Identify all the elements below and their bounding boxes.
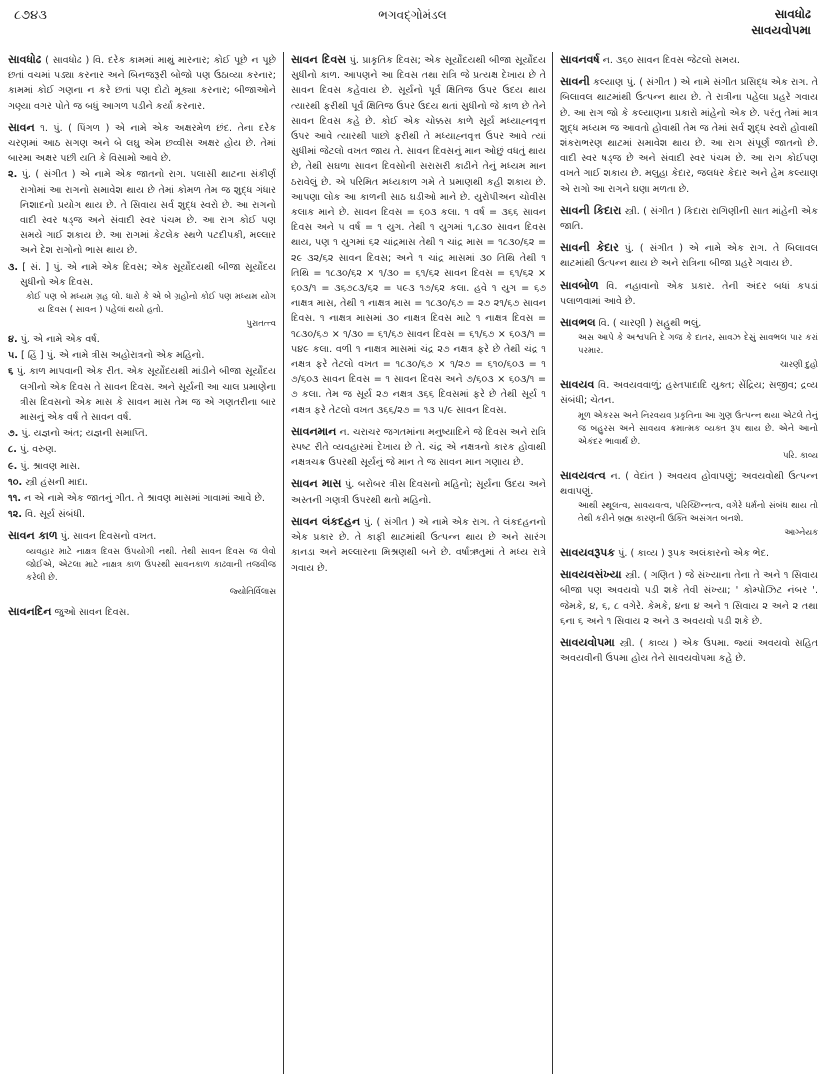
dictionary-entry xyxy=(560,203,818,234)
sense-number: ૧૦. xyxy=(8,476,23,488)
definition: પું. ( કાવ્ય ) રૂપક અલંકારનો એક ભેદ. xyxy=(618,548,770,560)
dictionary-entry xyxy=(291,514,546,576)
citation xyxy=(560,332,818,371)
guide-word-last: સાવયવોપમા xyxy=(751,23,811,37)
headword: સાવનમાન xyxy=(291,424,337,438)
dictionary-entry xyxy=(8,604,276,620)
definition: ૧. પું. ( પિંગળ ) એ નામે એક અક્ષરમેળ છંદ. તેના દરેક ચરણમાં આઠ સગણ અને બે લઘુ એમ છવ્વીસ અક્ષર હોય છે. તેમાં બારમા અક્ષર પછી યતિ કે વિસામો આવે છે. xyxy=(8,122,276,165)
citation xyxy=(20,291,276,330)
column-divider xyxy=(552,52,553,1074)
sense xyxy=(8,459,276,474)
headword: સાવન લંકદહન xyxy=(291,514,361,528)
sense xyxy=(8,332,276,347)
sense-text: વિ. સૂર્ય સંબંધી. xyxy=(25,509,85,521)
citation-source: ચારણી દુહો xyxy=(779,359,818,370)
citation-text: કોઈ પણ બે મધ્યમ ગ્રહ લો. ધારો કે એ બે ગ્રહોનો કોઈ પણ મધ્યમ યોગ ય દિવસ ( સાવન ) પહેલાં થયો હતો. xyxy=(26,292,276,316)
definition: પું. ( સંગીત ) એ નામે એક રાગ. તે બિલાવલ થાટમાંથી ઉત્પન્ન થાય છે અને રાત્રિના બીજા પ્રહરે ગવાય છે. xyxy=(560,243,818,270)
headword: સાવની xyxy=(560,75,590,89)
sense-number: ૬ xyxy=(8,366,14,378)
dictionary-entry xyxy=(8,52,276,114)
headword: સાવયવ xyxy=(560,378,595,392)
citation-text: મૂળ એકરસ અને નિરવયવ પ્રકૃતિના આ ગુણ ઉત્પન્ન થયા એટલે તેનું જ બહુરસ અને સાવયવ ક્રમાત્મક વ્યક્ત રૂપ થાય છે. એને આનો એકંદર ભાવાર્થ છે. xyxy=(578,410,818,447)
dictionary-entry xyxy=(560,240,818,271)
sense-text: પું. યજ્ઞનો અંત; યજ્ઞની સમાપ્તિ. xyxy=(21,428,148,440)
guide-word-first: સાવધોઢ xyxy=(774,7,811,21)
sense xyxy=(8,167,276,258)
sense-text: પું. શ્રાવણ માસ. xyxy=(20,460,81,472)
sense xyxy=(8,475,276,490)
sense xyxy=(8,491,276,506)
dictionary-entry xyxy=(291,476,546,507)
dictionary-entry xyxy=(560,545,818,561)
headword: સાવન કાળ xyxy=(8,529,58,543)
definition: કલ્યાણ પું. ( સંગીત ) એ નામે સંગીત પ્રસિદ્ધ એક રાગ. તે બિલાવલ થાટમાંથી ઉત્પન્ન થાય છે. તે રાત્રીના પહેલા પ્રહરે ગવાય છે. આ રાગ જો કે કલ્યાણના પ્રકારો માંહેનો એક છે. પરંતુ તેમાં માત્ર શુદ્ધ મધ્યમ જ આવતો હોવાથી તેમ જ તેમાં સર્વ શુદ્ધ સ્વરો હોવાથી શંકરાભરણ થાટમાં સમાવેશ થાય છે. આ રાગ સંપૂર્ણ જાતનો છે. વાદી સ્વર ષડ્જ છે અને સંવાદી સ્વર પંચમ છે. આ રાગ કોઈપણ વખતે ગાઈ શકાય છે. મલુહા કેદાર, જલધર કેદાર અને હેમ કલ્યાણ એ રાગો આ રાગને ઘણા મળતા છે. xyxy=(560,77,818,195)
dictionary-entry xyxy=(560,315,818,371)
headword: સાવનદિન xyxy=(8,604,52,618)
sense-number: ૮. xyxy=(8,444,17,456)
dictionary-entry xyxy=(560,52,818,68)
dictionary-entry xyxy=(560,468,818,539)
sense-text: પું. વરુણ. xyxy=(19,444,57,456)
sense-number: ૯. xyxy=(8,460,18,472)
definition: પું. ( સંગીત ) એ નામે એક રાગ. તે લંકદહનનો એક પ્રકાર છે. તે કાફી થાટમાંથી ઉત્પન્ન થાય છે અને સારંગ કાનડા અને મલ્લારના મિશ્રણથી બને છે. વર્ષાઋતુમાં તે મધ્ય રાત્રે ગવાય છે. xyxy=(291,516,546,574)
guide-words xyxy=(751,6,811,38)
sense-text: પું. એ નામે એક વર્ષ. xyxy=(20,334,100,346)
column-3 xyxy=(560,52,818,1080)
book-title: ભગવદ્ગોમંડલ xyxy=(378,8,447,22)
column-2 xyxy=(291,52,546,1080)
dictionary-entry xyxy=(8,528,276,597)
headword: સાવભલ xyxy=(560,316,596,330)
sense-text: પું. ( સંગીત ) એ નામે એક જાતનો રાગ. પલાસી થાટના સંકીર્ણ રાગોમાં આ રાગનો સમાવેશ થાય છે તેમાં કોમળ તેમ જ શુદ્ધ ગંધાર નિશાદનો પ્રયોગ થાય છે. તે સિવાય સર્વ શુદ્ધ સ્વરો છે. આ રાગનો વાદી સ્વર ષડ્જ અને સંવાદી સ્વર પંચમ છે. આ રાગ કોઈ પણ સમયે ગાઈ શકાય છે. આ રાગમાં કેટલેક સ્થળે પટદીપકી, મલ્લાર અને દેશ રાગોનો ભાસ થાય છે. xyxy=(20,169,276,257)
headword: સાવની કેદાર xyxy=(560,241,619,255)
headword: સાવની કિદારા xyxy=(560,203,622,217)
dictionary-entry xyxy=(291,424,546,471)
headword: સાવયવસંખ્યા xyxy=(560,568,622,582)
definition: સ્ત્રી. ( ગણિત ) જે સંખ્યાના તેના તે અને ૧ સિવાય બીજા પણ અવયવો પડી શકે તેવી સંખ્યા; ' કોમ્પોઝિટ નંબર '. જેમકે, ૪, ૬, ૮ વગેરે. કેમકે, ૪ના ૪ અને ૧ સિવાય ૨ અને ૨ તથા ૬ના ૬ અને ૧ સિવાય ૨ અને ૩ અવયવો પડી શકે છે. xyxy=(560,570,818,627)
sense-number: ૧૨. xyxy=(8,509,22,521)
dictionary-entry xyxy=(560,74,818,197)
sense-text: [ હિં ] પું. એ નામે ત્રીસ અહોરાત્રનો એક મહિનો. xyxy=(21,350,205,362)
headword: સાવયવત્વ xyxy=(560,468,606,482)
headword: સાવન માસ xyxy=(291,477,342,491)
definition: ન. ૩૬૦ સાવન દિવસ જેટલો સમય. xyxy=(602,55,740,66)
page-number: ૮૭૪૩ xyxy=(14,8,47,23)
column-divider xyxy=(283,52,284,1074)
definition: વિ. નહાવાનો એક પ્રકાર. તેની અંદર બધાં કપડાં પલાળવામાં આવે છે. xyxy=(560,280,818,307)
sense-number: ૫. xyxy=(8,350,18,362)
sense-number: ૪. xyxy=(8,334,18,346)
definition: ( સાવધોઢ ) વિ. દરેક કામમાં માથું મારનાર; કોઈ પૂછે ન પૂછે છતાં વચમાં પડ્યા કરનાર અને બિનજરૂરી બોજો પણ ઉઠાવ્યા કરનાર; કામમાં કોઈ ગણના ન કરે છતાં પણ દોટો મૂક્યા કરનાર; બીજાઓને ગણ્યા વગર પોતે જ બધું આગળ પડીને કર્યા કરનાર. xyxy=(8,55,276,112)
dictionary-columns xyxy=(0,52,825,1080)
sense xyxy=(8,507,276,522)
definition: ન. ( વેદાંત ) અવયવ હોવાપણું; અવયવોથી ઉત્પન્ન થવાપણું. xyxy=(560,470,818,497)
headword: સાવધોઢ xyxy=(8,53,42,66)
sense-number: ૩. xyxy=(8,261,19,273)
definition: સ્ત્રી. ( કાવ્ય ) એક ઉપમા. જ્યાં અવયવો સહિત અવયવીની ઉપમા હોય તેને સાવયવોપમા કહે છે. xyxy=(560,638,818,665)
dictionary-entry xyxy=(560,278,818,309)
dictionary-entry xyxy=(8,120,276,523)
sense xyxy=(8,426,276,441)
sense-text: ન એ નામે એક જાતનું ગીત. તે શ્રાવણ માસમાં ગાવામાં આવે છે. xyxy=(24,493,265,505)
headword: સાવયવોપમા xyxy=(560,636,615,650)
sense xyxy=(8,442,276,457)
sense-text: [ સં. ] પું. એ નામે એક દિવસ; એક સૂર્યોદયથી બીજા સૂર્યોદય સુધીનો એક દિવસ. xyxy=(20,261,276,288)
sense xyxy=(8,364,276,425)
citation-source: પુરાતત્ત્વ xyxy=(246,318,276,329)
headword: સાવયવરૂપક xyxy=(560,546,616,560)
citation-text: વ્યવહાર માટે નાક્ષત્ર દિવસ ઉપયોગી નથી. તેથી સાવન દિવસ જ લેવો જોઈએ, એટલા માટે નાક્ષત્ર કાળ ઉપરથી સાવનકાળ કાઢવાની તજવીજ કરેલી છે. xyxy=(26,546,276,583)
headword: સાવન xyxy=(8,120,35,134)
citation-source: પરિ. કાવ્ય xyxy=(782,449,818,460)
definition: પું. બરોબર ત્રીસ દિવસનો મહિનો; સૂર્યના ઉદય અને અસ્તની ગણત્રી ઉપરથી થતો મહિનો. xyxy=(291,479,546,506)
citation-text: અસ આપે કે અશ્વપતિ દે ગજ કે દાતર, સાવઝ દેસું સાવભલ પાર કરાં પરમાર. xyxy=(578,333,818,357)
dictionary-entry xyxy=(560,377,818,461)
definition: સ્ત્રી. ( સંગીત ) કિદારા રાગિણીની સાત માંહેની એક જાતિ. xyxy=(560,205,818,233)
sense-number: ૭. xyxy=(8,428,19,440)
column-1 xyxy=(8,52,276,1080)
citation xyxy=(8,546,276,598)
citation xyxy=(560,410,818,462)
citation-text: આથી સ્થૂલત્વ, સાવયવત્વ, પરિચ્છિન્નત્વ, વગેરે ધર્મનો સંબંધ થાય તો તેથી કરીને બ્રહ્મ કારણની ઉક્તિ અસંગત બનશે. xyxy=(578,501,818,525)
headword: સાવન દિવસ xyxy=(291,53,347,66)
dictionary-entry xyxy=(291,52,546,418)
dictionary-entry xyxy=(560,567,818,629)
citation-source: જ્યોતિર્વિલાસ xyxy=(229,585,276,596)
sense xyxy=(8,260,276,330)
headword: સાવબોળ xyxy=(560,278,599,292)
definition: પું. પ્રાકૃતિક દિવસ; એક સૂર્યોદયથી બીજા સૂર્યોદય સુધીનો કાળ. આપણને આ દિવસ તથા રાત્રિ જે પ્રત્યક્ષ દેખાય છે તે સાવન દિવસ કહેવાય છે. સૂર્યનો પૂર્વ ક્ષિતિજ ઉપર ઉદય થાય ત્યારથી ફરીથી પૂર્વ ક્ષિતિજ ઉપર ઉદય થતાં સુધીનો જે કાળ છે તેને સાવન દિવસ કહે છે. કોઈ એક ચોક્કસ કાળે સૂર્ય મધ્યાહ્નવૃત્ત ઉપર આવે ત્યારથી પાછો ફરીથી તે મધ્યાહ્નવૃત્ત ઉપર આવે ત્યાં સુધીમાં જેટલો વખત જાય તે. સાવન દિવસનું માન ઓછું વધતું થાય છે, તેથી સઘળા સાવન દિવસોની સરાસરી કાઢીને તેનું મધ્યમ માન ઠરાવેલું છે. એ પરિમિત મધ્યકાળ ગમે તે પ્રમાણથી કહી શકાય છે. આપણા લોક આ કાળની સાઠ ઘડીઓ માને છે. યુરોપીઅન ચોવીસ કલાક માને છે. સાવન દિવસ = ૬૦૩ કલા. ૧ વર્ષ = ૩૬૬ સાવન દિવસ અને ૫ વર્ષ = ૧ યુગ. તેથી ૧ યુગમાં ૧,૮૩૦ સાવન દિવસ થાય, પણ ૧ યુગમાં ૬૨ ચાંદ્રમાસ તેથી ૧ ચાંદ્ર માસ = ૧૮૩૦/૬૨ = ૨૯ ૩૨/૬૨ સાવન દિવસ; અને ૧ ચાંદ્ર માસમાં ૩૦ તિથિ તેથી ૧ તિથિ = ૧૮૩૦/૬૨ × ૧/૩૦ = ૬૧/૬૨ સાવન દિવસ = ૬૧/૬૨ × ૬૦૩/૧ = ૩૬૭૮૩/૬૨ = ૫૯૩ ૧૭/૬૨ કલા. હવે ૧ યુગ = ૬૭ નાક્ષત્ર માસ, તેથી ૧ નાક્ષત્ર માસ = ૧૮૩૦/૬૭ = ૨૭ ૨૧/૬૭ સાવન દિવસ. ૧ નાક્ષત્ર માસમાં ૩૦ નાક્ષત્ર દિવસ માટે ૧ નાક્ષત્ર દિવસ = ૧૮૩૦/૬૭ × ૧/૩૦ = ૬૧/૬૭ સાવન દિવસ = ૬૧/૬૭ × ૬૦૩/૧ = ૫૪૯ કલા. વળી ૧ નાક્ષત્ર માસમાં ચંદ્ર ૨૭ નક્ષત્ર ફરે છે તેથી ચંદ્ર ૧ નક્ષત્ર ફરે તેટલો વખત = ૧૮૩૦/૬૭ × ૧/૨૭ = ૬૧૦/૬૦૩ = ૧ ૭/૬૦૩ સાવન દિવસ = ૧ સાવન દિવસ અને ૭/૬૦૩ × ૬૦૩/૧ = ૭ કલા. તેમ જ સૂર્ય ૨૭ નક્ષત્ર ૩૬૬ દિવસમાં ફરે છે તેથી સૂર્ય ૧ નક્ષત્ર ફરે તેટલો વખત ૩૬૬/૨૭ = ૧૩ ૫/૯ સાવન દિવસ. xyxy=(291,55,546,416)
sense-text: સ્ત્રી હંસની માદા. xyxy=(25,476,88,488)
sense-number: ૧૧. xyxy=(8,493,22,505)
definition: ન. ચરાચર જગતમાંના મનુષ્યાદિને જે દિવસ અને રાત્રિ સ્પષ્ટ રીતે વ્યવહારમાં દેખાય છે તે. ચંદ્ર એ નક્ષત્રનો કારક હોવાથી નક્ષત્રચક્ર ઉપરથી સૂર્યનું જે માન તે જ સાવન માન ગણાય છે. xyxy=(291,426,546,469)
dictionary-entry xyxy=(560,635,818,666)
definition: વિ. અવયવવાળું; હસ્તપાદાદિ યુક્ત; સેંદ્રિય; સજીવ; દ્રવ્ય સંબંધી; ચેતન. xyxy=(560,380,818,407)
definition: વિ. ( ચારણી ) સહુથી ભલું. xyxy=(598,318,702,330)
citation-source: આગ્નેયક xyxy=(784,527,818,538)
sense-number: ૨. xyxy=(8,169,18,181)
headword: સાવનવર્ષ xyxy=(560,53,600,66)
citation xyxy=(560,500,818,539)
definition: જુઓ સાવન દિવસ. xyxy=(54,606,130,618)
definition: પું. સાવન દિવસનો વખત. xyxy=(60,531,157,543)
sense xyxy=(8,348,276,363)
sense-text: પું. કાળ માપવાની એક રીત. એક સૂર્યોદયથી માંડીને બીજા સૂર્યોદય લગીનો એક દિવસ તે સાવન દિવસ. અને સૂર્યની આ ચાલ પ્રમાણેના ત્રીસ દિવસનો એક માસ કે સાવન માસ તેમ જ એ ગણતરીના બાર માસનું એક વર્ષ તે સાવન વર્ષ. xyxy=(16,366,276,424)
page-header xyxy=(0,0,825,50)
